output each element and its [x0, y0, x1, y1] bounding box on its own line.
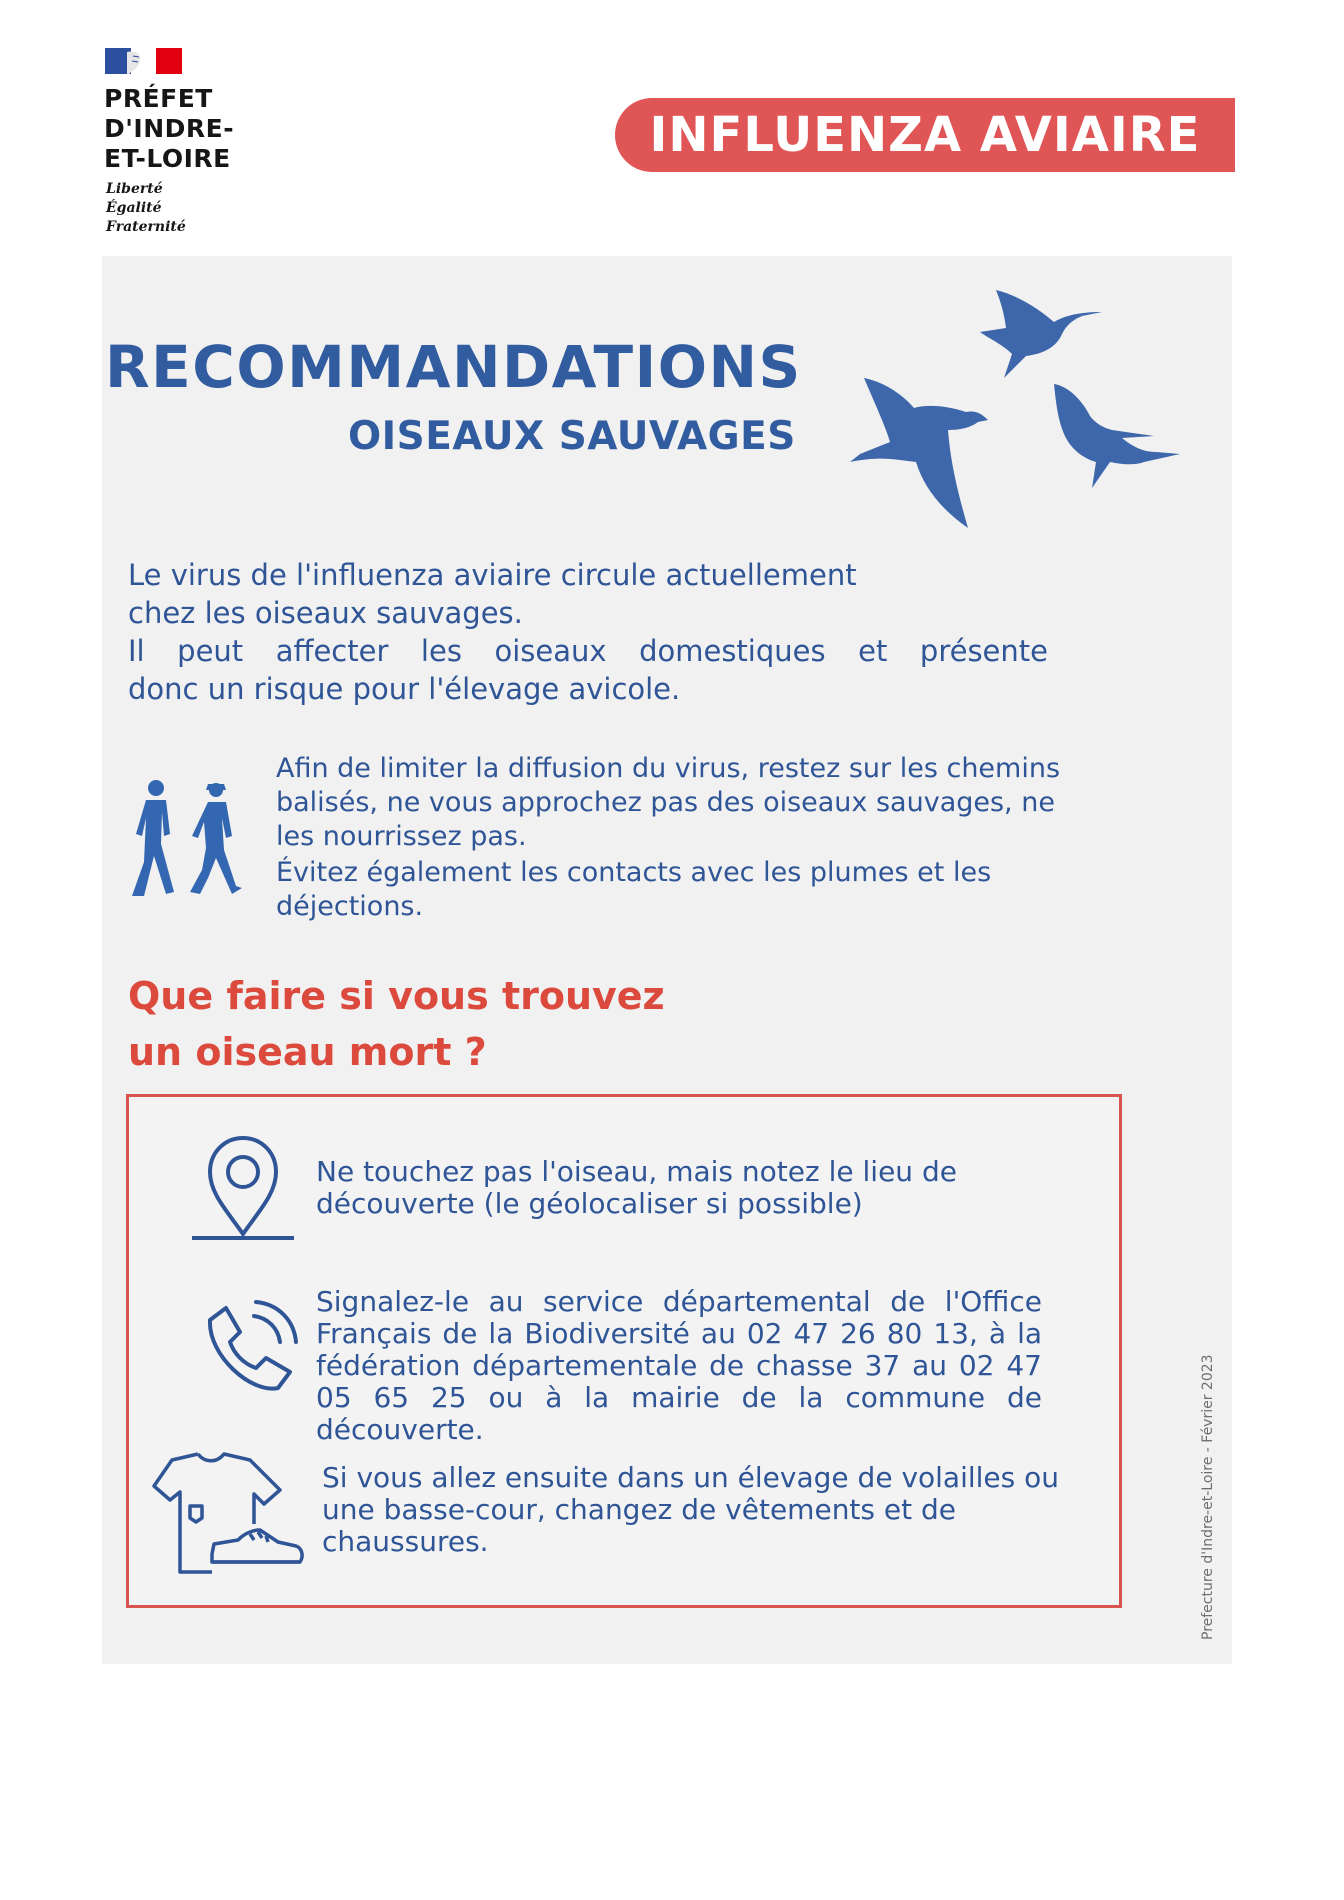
motto-liberte: Liberté [106, 181, 163, 197]
question-line-2: un oiseau mort ? [128, 1030, 487, 1074]
birds-icon [820, 282, 1200, 538]
page-subtitle: OISEAUX SAUVAGES [348, 414, 796, 459]
motto-egalite: Égalité [106, 200, 162, 216]
page-title: RECOMMANDATIONS [105, 333, 802, 401]
clothes-shoe-icon [152, 1448, 320, 1578]
influenza-banner: INFLUENZA AVIAIRE [615, 98, 1235, 172]
credit-line: Prefecture d'Indre-et-Loire - Février 2023 [1200, 1354, 1216, 1640]
instruction-do-not-touch: Ne touchez pas l'oiseau, mais notez le lieu de découverte (le géolocaliser si possible) [316, 1155, 957, 1220]
intro-text [128, 556, 1048, 708]
intro-line-3: Il peut affecter les oiseaux domestiques et présente [128, 634, 1048, 668]
intro-line-4: donc un risque pour l'élevage avicole. [128, 672, 681, 706]
advice-paragraph-2: Évitez également les contacts avec les plumes et les déjections. [276, 857, 992, 922]
prefecture-line-2: D'INDRE- [104, 114, 235, 143]
instruction-report: Signalez-le au service départemental de l'Office Français de la Biodiversité au 02 47 26 80 13, à la fédération départementale de chasse 37 au 02 47 05 65 25 ou à la mairie de la commune de découverte. [316, 1285, 1042, 1446]
prefecture-line-3: ET-LOIRE [104, 144, 231, 173]
prefecture-name [104, 84, 234, 174]
question-line-1: Que faire si vous trouvez [128, 974, 665, 1018]
intro-line-1: Le virus de l'influenza aviaire circule actuellement [128, 558, 857, 592]
dead-bird-question [128, 968, 665, 1080]
prefecture-line-1: PRÉFET [104, 84, 213, 113]
advice-text [276, 752, 1076, 924]
walking-people-icon [128, 778, 258, 902]
intro-line-2: chez les oiseaux sauvages. [128, 596, 523, 630]
motto-fraternite: Fraternité [106, 219, 186, 235]
advice-paragraph-1: Afin de limiter la diffusion du virus, restez sur les chemins balisés, ne vous approchez pas des oiseaux sauvages, ne les nourrissez pas. [276, 753, 1061, 852]
location-pin-icon [188, 1132, 298, 1246]
phone-icon [196, 1298, 300, 1402]
republic-motto [106, 180, 186, 237]
instruction-change-clothes: Si vous allez ensuite dans un élevage de volailles ou une basse-cour, changez de vêtements et de chaussures. [322, 1461, 1060, 1558]
marianne-flag-logo [105, 48, 182, 74]
